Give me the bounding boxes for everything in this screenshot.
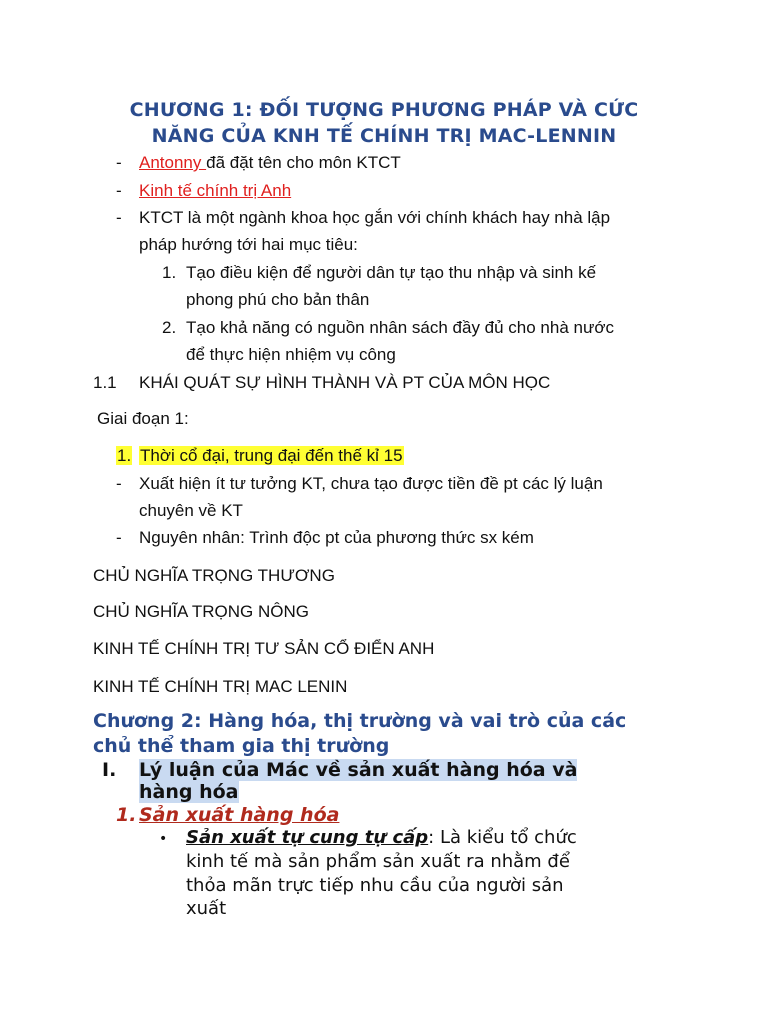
stage-item-text xyxy=(139,445,404,467)
definition-line1 xyxy=(186,826,577,850)
part-title-line2 xyxy=(139,781,239,803)
part-title-highlight: hàng hóa xyxy=(139,781,239,803)
chapter2-title-line1: Chương 2: Hàng hóa, thị trường và vai trò của các xyxy=(93,710,627,732)
bullet-dot: • xyxy=(159,831,168,847)
antonny-link[interactable]: Antonny xyxy=(139,153,207,172)
subsection-number: 1. xyxy=(116,804,137,826)
stage-bullet-text: Nguyên nhân: Trình độc pt của phương thức sx kém xyxy=(139,528,534,547)
bullet-dash: - xyxy=(116,474,122,493)
definition-term: Sản xuất tự cung tự cấp xyxy=(186,827,429,848)
goal-text-cont: phong phú cho bản thân xyxy=(186,290,370,309)
stage-label: Giai đoạn 1: xyxy=(97,409,189,428)
goal-text-cont: để thực hiện nhiệm vụ công xyxy=(186,345,396,364)
goal-number: 1. xyxy=(162,263,177,282)
subsection-title: Sản xuất hàng hóa xyxy=(139,804,340,826)
definition-line4: xuất xyxy=(186,898,227,919)
stage-bullet-text-cont: chuyên về KT xyxy=(139,501,243,520)
chapter1-title-line2: NĂNG CỦA KNH TẾ CHÍNH TRỊ MAC-LENNIN xyxy=(151,125,617,147)
part-number: I. xyxy=(102,759,117,781)
bullet-dash: - xyxy=(116,181,122,200)
school-mercantilism: CHỦ NGHĨA TRỌNG THƯƠNG xyxy=(93,566,335,585)
goal-number: 2. xyxy=(162,318,177,337)
bullet-text xyxy=(139,152,401,174)
section-number: 1.1 xyxy=(93,373,117,392)
bullet-dash: - xyxy=(116,528,122,547)
definition-text: : Là kiểu tổ chức xyxy=(428,827,577,848)
chapter1-title-line1: CHƯƠNG 1: ĐỐI TƯỢNG PHƯƠNG PHÁP VÀ CỨC xyxy=(129,99,639,121)
stage-item-num: 1. xyxy=(117,446,132,465)
british-political-economy-link[interactable]: Kinh tế chính trị Anh xyxy=(139,181,292,200)
part-title-line1 xyxy=(139,759,577,781)
definition-line3: thỏa mãn trực tiếp nhu cầu của người sản xyxy=(186,875,564,896)
stage-bullet-text: Xuất hiện ít tư tưởng KT, chưa tạo được tiền đề pt các lý luận xyxy=(139,474,603,493)
stage-item-number xyxy=(116,445,132,467)
school-classical: KINH TẾ CHÍNH TRỊ TƯ SẢN CỔ ĐIỂN ANH xyxy=(93,639,435,658)
bullet-text-rest: đã đặt tên cho môn KTCT xyxy=(206,153,401,172)
school-marx-lenin: KINH TẾ CHÍNH TRỊ MAC LENIN xyxy=(93,677,348,696)
bullet-text: KTCT là một ngành khoa học gắn với chính khách hay nhà lập xyxy=(139,208,611,227)
section-title: KHÁI QUÁT SỰ HÌNH THÀNH VÀ PT CỦA MÔN HỌC xyxy=(139,373,551,392)
bullet-dash: - xyxy=(116,208,122,227)
definition-line2: kinh tế mà sản phẩm sản xuất ra nhằm để xyxy=(186,851,570,872)
school-physiocracy: CHỦ NGHĨA TRỌNG NÔNG xyxy=(93,602,309,621)
goal-text: Tạo khả năng có nguồn nhân sách đầy đủ cho nhà nước xyxy=(186,318,615,337)
goal-text: Tạo điều kiện để người dân tự tạo thu nhập và sinh kế xyxy=(186,263,597,282)
stage-item-highlight: Thời cổ đại, trung đại đến thế kỉ 15 xyxy=(140,446,403,465)
bullet-dash: - xyxy=(116,153,122,172)
bullet-text-cont: pháp hướng tới hai mục tiêu: xyxy=(139,235,358,254)
part-title-highlight: Lý luận của Mác về sản xuất hàng hóa và xyxy=(139,759,578,781)
chapter2-title-line2: chủ thể tham gia thị trường xyxy=(93,735,390,757)
